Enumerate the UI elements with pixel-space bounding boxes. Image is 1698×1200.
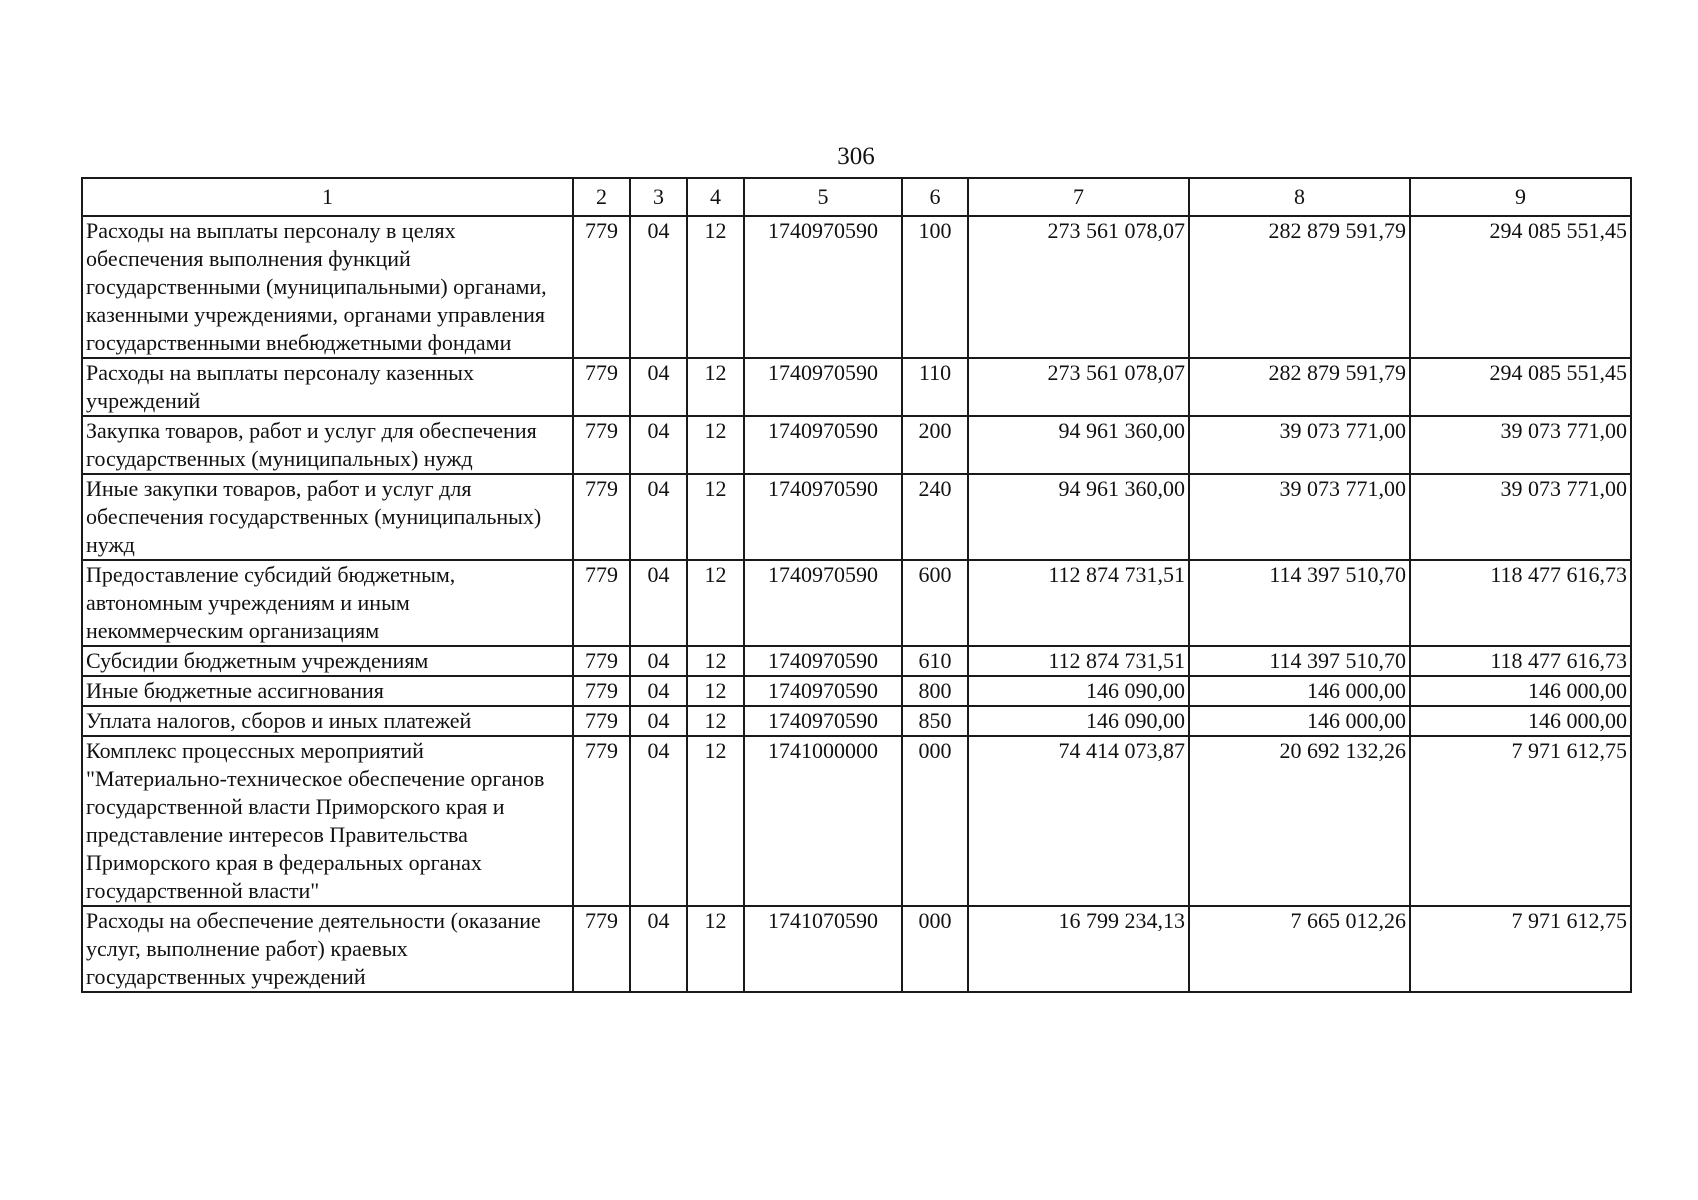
row-code-4: 12 — [687, 416, 744, 474]
row-description: Иные бюджетные ассигнования — [82, 676, 573, 706]
row-amount-9: 146 000,00 — [1410, 676, 1631, 706]
row-description: Расходы на обеспечение деятельности (оказание услуг, выполнение работ) краевых государственных учреждений — [82, 906, 573, 992]
table-row — [82, 358, 1631, 416]
row-amount-7: 273 561 078,07 — [968, 216, 1189, 358]
table-header-row — [82, 178, 1631, 216]
column-header-9: 9 — [1410, 178, 1631, 216]
table-row — [82, 416, 1631, 474]
row-code-5: 1740970590 — [744, 676, 902, 706]
row-amount-7: 112 874 731,51 — [968, 646, 1189, 676]
column-header-1: 1 — [82, 178, 573, 216]
row-code-2: 779 — [573, 676, 630, 706]
row-description: Субсидии бюджетным учреждениям — [82, 646, 573, 676]
row-code-4: 12 — [687, 706, 744, 736]
row-code-2: 779 — [573, 706, 630, 736]
row-code-2: 779 — [573, 560, 630, 646]
row-amount-8: 20 692 132,26 — [1189, 736, 1410, 906]
table-row — [82, 646, 1631, 676]
row-code-6: 110 — [902, 358, 968, 416]
row-code-5: 1741000000 — [744, 736, 902, 906]
row-amount-9: 118 477 616,73 — [1410, 646, 1631, 676]
column-header-8: 8 — [1189, 178, 1410, 216]
row-amount-9: 294 085 551,45 — [1410, 358, 1631, 416]
row-code-3: 04 — [630, 358, 687, 416]
row-amount-8: 114 397 510,70 — [1189, 560, 1410, 646]
row-code-2: 779 — [573, 416, 630, 474]
row-code-2: 779 — [573, 736, 630, 906]
row-amount-7: 273 561 078,07 — [968, 358, 1189, 416]
row-code-3: 04 — [630, 676, 687, 706]
row-code-2: 779 — [573, 358, 630, 416]
row-code-6: 000 — [902, 736, 968, 906]
column-header-3: 3 — [630, 178, 687, 216]
row-code-3: 04 — [630, 906, 687, 992]
row-amount-7: 16 799 234,13 — [968, 906, 1189, 992]
row-code-3: 04 — [630, 216, 687, 358]
column-header-4: 4 — [687, 178, 744, 216]
row-amount-7: 146 090,00 — [968, 676, 1189, 706]
row-code-4: 12 — [687, 646, 744, 676]
row-code-5: 1740970590 — [744, 358, 902, 416]
row-description: Предоставление субсидий бюджетным, автономным учреждениям и иным некоммерческим организациям — [82, 560, 573, 646]
row-description: Закупка товаров, работ и услуг для обеспечения государственных (муниципальных) нужд — [82, 416, 573, 474]
table-row — [82, 560, 1631, 646]
row-code-3: 04 — [630, 706, 687, 736]
row-amount-7: 94 961 360,00 — [968, 416, 1189, 474]
row-code-6: 600 — [902, 560, 968, 646]
row-code-4: 12 — [687, 474, 744, 560]
row-code-3: 04 — [630, 474, 687, 560]
row-code-6: 200 — [902, 416, 968, 474]
row-code-6: 000 — [902, 906, 968, 992]
row-amount-9: 294 085 551,45 — [1410, 216, 1631, 358]
row-code-4: 12 — [687, 906, 744, 992]
budget-table — [81, 177, 1632, 993]
row-amount-8: 39 073 771,00 — [1189, 474, 1410, 560]
page-number: 306 — [837, 143, 875, 170]
row-code-4: 12 — [687, 358, 744, 416]
row-code-4: 12 — [687, 676, 744, 706]
column-header-2: 2 — [573, 178, 630, 216]
row-code-5: 1740970590 — [744, 560, 902, 646]
row-amount-8: 39 073 771,00 — [1189, 416, 1410, 474]
row-code-3: 04 — [630, 736, 687, 906]
row-amount-9: 7 971 612,75 — [1410, 906, 1631, 992]
row-amount-7: 112 874 731,51 — [968, 560, 1189, 646]
row-code-6: 610 — [902, 646, 968, 676]
row-code-5: 1740970590 — [744, 216, 902, 358]
row-amount-7: 74 414 073,87 — [968, 736, 1189, 906]
row-amount-9: 39 073 771,00 — [1410, 474, 1631, 560]
table-row — [82, 474, 1631, 560]
row-description: Комплекс процессных мероприятий "Материально-техническое обеспечение органов государственной власти Приморского края и представление интересов Правительства Приморского края в федеральных органах государственной власти" — [82, 736, 573, 906]
row-description: Расходы на выплаты персоналу казенных учреждений — [82, 358, 573, 416]
row-code-3: 04 — [630, 416, 687, 474]
row-code-4: 12 — [687, 736, 744, 906]
row-description: Уплата налогов, сборов и иных платежей — [82, 706, 573, 736]
row-amount-8: 146 000,00 — [1189, 676, 1410, 706]
row-amount-8: 7 665 012,26 — [1189, 906, 1410, 992]
row-amount-9: 146 000,00 — [1410, 706, 1631, 736]
row-code-2: 779 — [573, 474, 630, 560]
row-amount-8: 282 879 591,79 — [1189, 358, 1410, 416]
row-code-4: 12 — [687, 560, 744, 646]
row-code-6: 240 — [902, 474, 968, 560]
row-code-2: 779 — [573, 216, 630, 358]
row-code-3: 04 — [630, 560, 687, 646]
table-row — [82, 706, 1631, 736]
row-code-5: 1740970590 — [744, 416, 902, 474]
row-amount-9: 7 971 612,75 — [1410, 736, 1631, 906]
row-code-2: 779 — [573, 646, 630, 676]
row-code-2: 779 — [573, 906, 630, 992]
row-code-6: 800 — [902, 676, 968, 706]
row-amount-8: 146 000,00 — [1189, 706, 1410, 736]
row-code-4: 12 — [687, 216, 744, 358]
column-header-6: 6 — [902, 178, 968, 216]
row-amount-8: 282 879 591,79 — [1189, 216, 1410, 358]
row-code-3: 04 — [630, 646, 687, 676]
column-header-5: 5 — [744, 178, 902, 216]
row-amount-7: 146 090,00 — [968, 706, 1189, 736]
row-code-6: 850 — [902, 706, 968, 736]
table-row — [82, 216, 1631, 358]
column-header-7: 7 — [968, 178, 1189, 216]
row-amount-7: 94 961 360,00 — [968, 474, 1189, 560]
row-amount-8: 114 397 510,70 — [1189, 646, 1410, 676]
table-row — [82, 736, 1631, 906]
row-description: Расходы на выплаты персоналу в целях обеспечения выполнения функций государственными (муниципальными) органами, казенными учреждениями, органами управления государственными внебюджетными фондами — [82, 216, 573, 358]
row-code-5: 1741070590 — [744, 906, 902, 992]
row-amount-9: 39 073 771,00 — [1410, 416, 1631, 474]
row-code-5: 1740970590 — [744, 706, 902, 736]
table-row — [82, 906, 1631, 992]
row-amount-9: 118 477 616,73 — [1410, 560, 1631, 646]
row-code-5: 1740970590 — [744, 474, 902, 560]
row-code-6: 100 — [902, 216, 968, 358]
table-row — [82, 676, 1631, 706]
row-description: Иные закупки товаров, работ и услуг для обеспечения государственных (муниципальных) нужд — [82, 474, 573, 560]
row-code-5: 1740970590 — [744, 646, 902, 676]
